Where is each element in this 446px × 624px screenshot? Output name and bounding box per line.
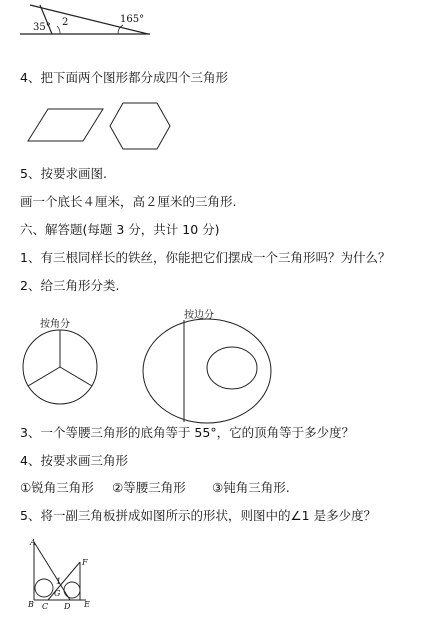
- angle-35-label: 35°: [33, 22, 51, 33]
- angle-1-label: 1: [56, 577, 62, 586]
- option-obtuse: ③钝角三角形.: [212, 480, 290, 495]
- by-angle-label: 按角分: [40, 319, 70, 330]
- point-F-label: F: [82, 558, 88, 567]
- section-6-heading: 六、解答题(每题 3 分，共计 10 分): [20, 222, 220, 237]
- parallelogram-shape: [28, 109, 108, 145]
- option-acute: ①锐角三角形: [20, 480, 94, 495]
- angle-165-label: 165°: [120, 14, 145, 25]
- point-A-label: A: [30, 538, 36, 547]
- q5-draw-detail: 画一个底长４厘米，高２厘米的三角形.: [20, 194, 237, 209]
- point-C-label: C: [42, 602, 49, 611]
- hexagon-shape: [110, 102, 174, 152]
- point-E-label: E: [84, 600, 90, 609]
- section6-q2: 2、给三角形分类.: [20, 278, 120, 293]
- section6-q3: 3、一个等腰三角形的底角等于 55°，它的顶角等于多少度？: [20, 425, 355, 440]
- point-D-label: D: [64, 602, 71, 611]
- section6-q1: 1、有三根同样长的铁丝，你能把它们摆成一个三角形吗？为什么？: [20, 250, 391, 265]
- angle-2-label: 2: [62, 17, 69, 28]
- point-G-label: G: [54, 589, 61, 598]
- section6-q4: 4、按要求画三角形: [20, 453, 128, 468]
- side-classification-ellipse: [140, 316, 276, 428]
- by-side-label: 按边分: [184, 310, 214, 321]
- q5-draw-question: 5、按要求画图.: [20, 166, 107, 181]
- option-isosceles: ②等腰三角形: [112, 480, 186, 495]
- section6-q5: 5、将一副三角板拼成如图所示的形状，则图中的∠1 是多少度？: [20, 508, 377, 523]
- q4-split-question: 4、把下面两个图形都分成四个三角形: [20, 70, 228, 85]
- angle-classification-circle: [22, 328, 102, 408]
- point-B-label: B: [28, 600, 34, 609]
